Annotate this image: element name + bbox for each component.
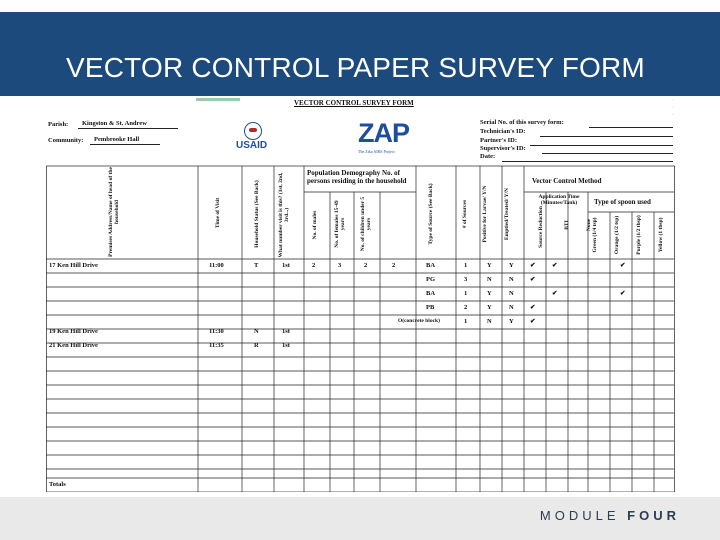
row-2-count: 3 — [464, 276, 468, 283]
header-household-status: Household Status (See Back) — [254, 180, 260, 248]
header-spoon-type: Type of spoon used — [594, 198, 651, 206]
header-spoon-yellow: Yellow (1 tbsp) — [658, 217, 664, 253]
survey-table-grid — [46, 98, 676, 492]
date-label: Date: — [480, 153, 496, 160]
usaid-logo: USAID — [234, 122, 270, 154]
row-7-address: 21 Ken Hill Drive — [49, 342, 98, 349]
row-1-children1: 2 — [364, 262, 368, 269]
supervisor-label: Supervisor's ID: — [480, 145, 526, 152]
totals-label: Totals — [49, 481, 66, 488]
partner-label: Partner's ID: — [480, 137, 518, 144]
row-1-visit: 1st — [282, 262, 290, 269]
header-positive: Positive for Larvae/ Y/N — [482, 185, 488, 243]
row-1-females: 3 — [338, 262, 342, 269]
row-2-source: PG — [426, 276, 436, 283]
header-application-time: Application Time (Minutes/Tank) — [538, 194, 580, 206]
row-5-treat: Y — [509, 318, 514, 325]
row-7-time: 11:35 — [209, 342, 224, 349]
row-3-treat: N — [509, 290, 514, 297]
row-1-sr: ✔ — [530, 262, 536, 269]
row-6-visit: 1st — [282, 328, 290, 335]
header-visit-number: What number visit is this? (1st, 2nd, 3rd...) — [278, 172, 291, 258]
row-3-spoon: ✔ — [620, 290, 626, 297]
module-label: MODULE FOUR — [539, 508, 680, 523]
row-3-bti: ✔ — [552, 290, 558, 297]
row-1-time: 11:00 — [209, 262, 224, 269]
header-males: No. of males — [312, 210, 318, 240]
header-spoon-green: Green (1/4 tsp) — [592, 217, 598, 253]
row-5-sr: ✔ — [530, 318, 536, 325]
header-num-sources: # of Sources — [462, 199, 468, 229]
header-source-reduction: Source Reduction — [538, 206, 544, 248]
header-treated: Emptied/Treated/ Y/N — [504, 188, 510, 240]
row-7-status: R — [254, 342, 259, 349]
community-value: Pembrooke Hall — [94, 136, 140, 143]
row-4-treat: N — [509, 304, 514, 311]
row-1-count: 1 — [464, 262, 468, 269]
row-1-spoon: ✔ — [620, 262, 626, 269]
row-5-count: 1 — [464, 318, 468, 325]
row-1-source: BA — [426, 262, 436, 269]
row-5-source: O(concrete block) — [398, 318, 440, 324]
slide-title: VECTOR CONTROL PAPER SURVEY FORM — [66, 52, 645, 83]
title-banner — [0, 12, 720, 96]
row-1-pos: Y — [487, 262, 492, 269]
header-premises: Premises Address/Name of head of the household — [108, 167, 121, 257]
row-7-visit: 1st — [282, 342, 290, 349]
parish-value: Kingston & St. Andrew — [82, 120, 147, 127]
row-6-status: N — [254, 328, 259, 335]
row-6-address: 19 Ken Hill Drive — [49, 328, 98, 335]
header-females: No. of females 15-49 years — [334, 200, 347, 248]
header-none: None — [586, 218, 592, 232]
row-1-address: 17 Ken Hill Drive — [49, 262, 98, 269]
row-3-source: BA — [426, 290, 436, 297]
header-source-type: Type of Source (See Back) — [428, 183, 434, 245]
header-children: No. of children under 5 years — [360, 196, 373, 252]
zap-logo: ZAP The Zika AIRS Project — [358, 118, 409, 154]
row-1-males: 2 — [312, 262, 316, 269]
row-6-time: 11:30 — [209, 328, 224, 335]
header-time: Time of Visit — [215, 197, 221, 229]
row-5-pos: N — [487, 318, 492, 325]
serial-label: Serial No. of this survey form: — [480, 119, 564, 126]
parish-label: Parish: — [48, 121, 69, 128]
header-population: Population Demography No. of persons residing in the household — [307, 169, 407, 185]
technician-label: Technician's ID: — [480, 128, 526, 135]
dotted-margin: · · · — [672, 98, 674, 118]
header-spoon-purple: Purple (1/2 tbsp) — [636, 215, 642, 255]
row-4-source: PB — [426, 304, 435, 311]
row-1-treat: Y — [509, 262, 514, 269]
row-3-count: 1 — [464, 290, 468, 297]
row-1-bti: ✔ — [552, 262, 558, 269]
row-4-sr: ✔ — [530, 304, 536, 311]
row-2-treat: N — [509, 276, 514, 283]
header-bti: BTI — [564, 220, 570, 230]
community-label: Community: — [48, 137, 84, 144]
survey-form — [46, 98, 676, 492]
row-4-count: 2 — [464, 304, 468, 311]
row-2-sr: ✔ — [530, 276, 536, 283]
row-3-pos: Y — [487, 290, 492, 297]
row-4-pos: Y — [487, 304, 492, 311]
row-1-children2: 2 — [392, 262, 396, 269]
row-2-pos: N — [487, 276, 492, 283]
row-1-status: T — [254, 262, 259, 269]
form-title: VECTOR CONTROL SURVEY FORM — [294, 99, 414, 107]
header-spoon-orange: Orange (1/2 tsp) — [614, 215, 620, 255]
header-vector-method: Vector Control Method — [532, 177, 602, 185]
